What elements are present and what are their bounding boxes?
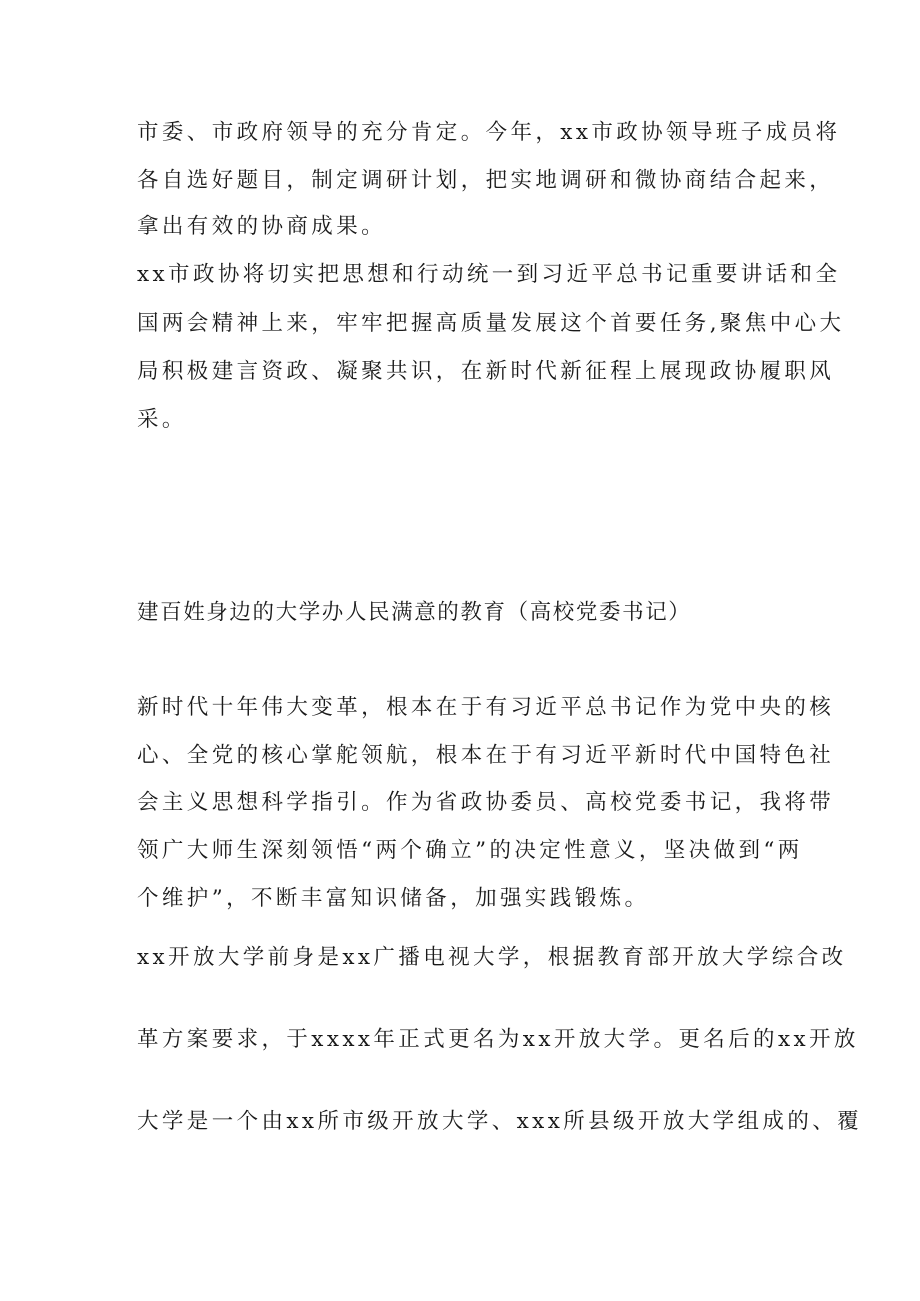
paragraph-line: xx市政协将切实把思想和行动统一到习近平总书记重要讲话和全 <box>137 262 841 287</box>
paragraph-line: xx开放大学前身是xx广播电视大学，根据教育部开放大学综合改 <box>137 945 847 970</box>
paragraph-line: 心、全党的核心掌舵领航，根本在于有习近平新时代中国特色社 <box>137 743 835 768</box>
paragraph-line: 市委、市政府领导的充分肯定。今年，xx市政协领导班子成员将 <box>137 120 841 145</box>
paragraph-line: 国两会精神上来，牢牢把握高质量发展这个首要任务,聚焦中心大 <box>137 311 845 336</box>
paragraph-line: 局积极建言资政、凝聚共识，在新时代新征程上展现政协履职风 <box>137 359 835 384</box>
paragraph-line: 各自选好题目，制定调研计划，把实地调研和微协商结合起来， <box>137 168 835 193</box>
paragraph-line: 会主义思想科学指引。作为省政协委员、高校党委书记，我将带 <box>137 790 835 815</box>
paragraph-line: 拿出有效的协商成果。 <box>137 214 387 239</box>
section-heading: 建百姓身边的大学办人民满意的教育（高校党委书记） <box>137 600 692 625</box>
paragraph-line: 革方案要求，于xxxx年正式更名为xx开放大学。更名后的xx开放 <box>137 1027 859 1052</box>
paragraph-line: 领广大师生深刻领悟“两个确立”的决定性意义，坚决做到“两 <box>137 838 803 863</box>
paragraph-line: 个维护”，不断丰富知识储备，加强实践锻炼。 <box>137 886 650 911</box>
paragraph-line: 大学是一个由xx所市级开放大学、xxx所县级开放大学组成的、覆 <box>137 1109 863 1134</box>
paragraph-line: 新时代十年伟大变革，根本在于有习近平总书记作为党中央的核 <box>137 695 835 720</box>
paragraph-line: 采。 <box>137 407 187 432</box>
